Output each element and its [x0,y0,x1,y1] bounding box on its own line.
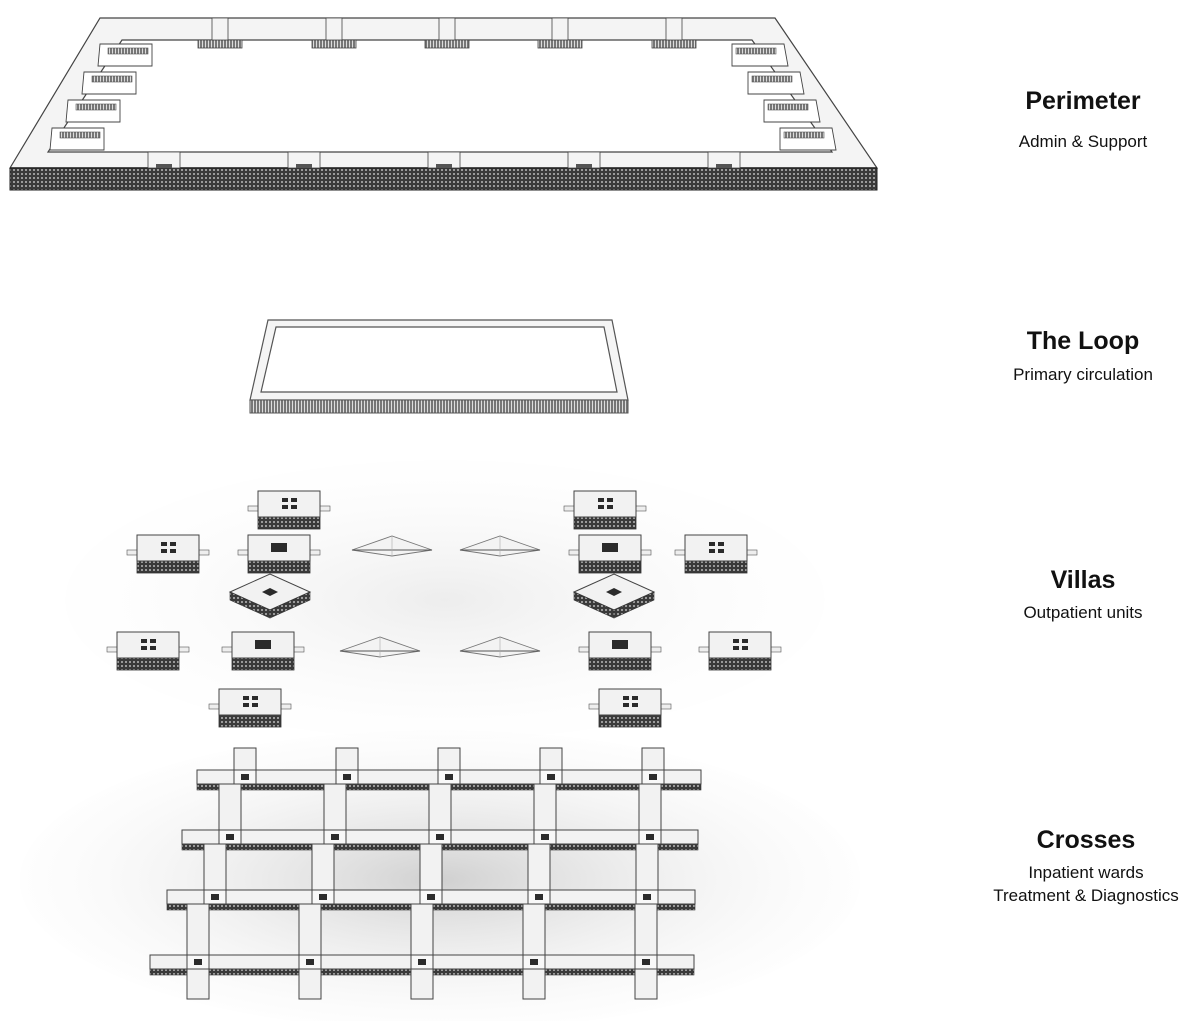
courtyard-facade [752,76,792,82]
villa-unit [248,491,330,529]
villa-courtyard-unit [222,632,304,670]
cross-core [418,959,426,965]
courtyard-facade [92,76,132,82]
villa-unit [127,535,209,573]
connector-stub [212,18,228,40]
side-courtyard [98,44,152,66]
perimeter-model [10,18,877,190]
villas-model [65,460,825,740]
courtyard-notch [652,40,696,48]
cross-core [319,894,327,900]
ward-spine [234,748,256,770]
layer-title: Villas [1050,566,1116,594]
cross-core [642,959,650,965]
courtyard-facade [736,48,776,54]
cross-core [427,894,435,900]
ward-spine [336,748,358,770]
cross-core [530,959,538,965]
connector-shadow [296,164,312,168]
side-courtyard [732,44,788,66]
ward-spine [420,844,442,890]
layer-subtitle: Outpatient units [1023,603,1143,622]
layer-title: Crosses [1036,826,1136,854]
connector-shadow [576,164,592,168]
ward-spine [324,784,346,830]
connector-stub [666,18,682,40]
layer-title: The Loop [1026,327,1140,355]
cross-core [649,774,657,780]
ward-spine [204,844,226,890]
ward-spine [219,784,241,830]
connector-stub [326,18,342,40]
ward-spine [299,904,321,999]
ward-spine [528,844,550,890]
courtyard-notch [312,40,356,48]
ward-spine [523,904,545,999]
courtyard-notch [538,40,582,48]
cross-core [445,774,453,780]
courtyard-facade [60,132,100,138]
villa-courtyard-unit [569,535,651,573]
cross-core [331,834,339,840]
side-courtyard [748,72,804,94]
connector-shadow [436,164,452,168]
courtyard-facade [76,104,116,110]
loop-model [250,320,628,413]
cross-core [643,894,651,900]
ward-spine [636,844,658,890]
layer-subtitle: Inpatient wards Treatment & Diagnostics [993,863,1179,905]
villa-unit [589,689,671,727]
layer-subtitle: Primary circulation [1013,365,1153,384]
ward-spine [639,784,661,830]
layer-title: Perimeter [1025,87,1141,115]
cross-core [343,774,351,780]
ward-spine [312,844,334,890]
villas-label [963,565,1200,624]
layer-subtitle: Admin & Support [1018,132,1148,151]
side-courtyard [50,128,104,150]
cross-core [194,959,202,965]
side-courtyard [764,100,820,122]
courtyard-notch [198,40,242,48]
connector-stub [552,18,568,40]
villa-unit [107,632,189,670]
villa-unit [209,689,291,727]
ward-spine [187,904,209,999]
side-courtyard [82,72,136,94]
villa-unit [675,535,757,573]
ward-spine [642,748,664,770]
villa-unit [699,632,781,670]
villa-courtyard-unit [579,632,661,670]
ward-spine [429,784,451,830]
perimeter-base-facade [10,168,877,190]
connector-shadow [156,164,172,168]
crosses-label [966,825,1200,907]
cross-core [547,774,555,780]
perimeter-label [963,86,1200,153]
courtyard-facade [108,48,148,54]
cross-core [541,834,549,840]
cross-core [306,959,314,965]
cross-core [211,894,219,900]
side-courtyard [66,100,120,122]
ward-spine [635,904,657,999]
cross-core [436,834,444,840]
villa-courtyard-unit [238,535,320,573]
villa-unit [564,491,646,529]
courtyard-notch [425,40,469,48]
connector-stub [439,18,455,40]
crosses-model [20,730,860,1021]
connector-shadow [716,164,732,168]
ward-spine [540,748,562,770]
loop-label [963,326,1200,386]
loop-edge [250,400,628,413]
side-courtyard [780,128,836,150]
ward-spine [534,784,556,830]
cross-core [226,834,234,840]
ward-spine [411,904,433,999]
loop-ring [250,320,628,400]
ward-spine [438,748,460,770]
courtyard-facade [768,104,808,110]
cross-core [646,834,654,840]
cross-core [535,894,543,900]
cross-core [241,774,249,780]
courtyard-facade [784,132,824,138]
